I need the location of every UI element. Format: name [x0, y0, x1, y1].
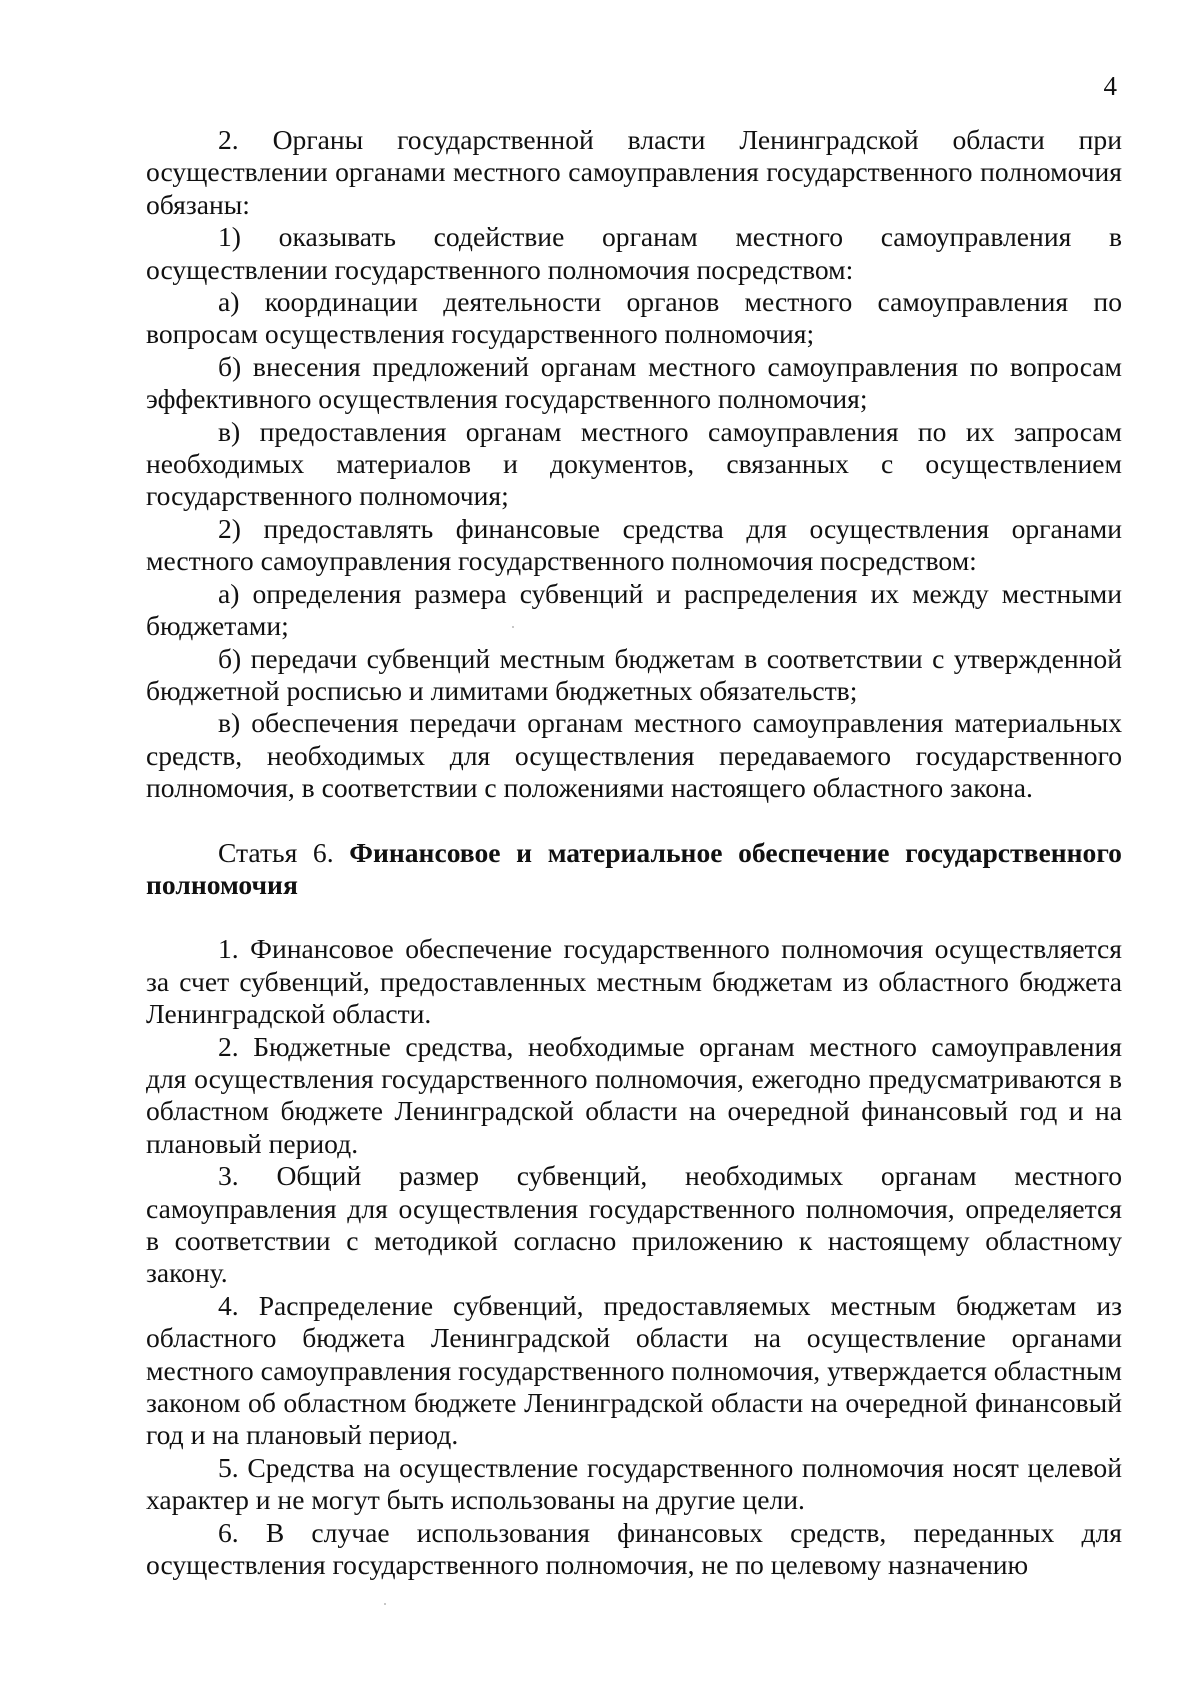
paragraph: а) определения размера субвенций и распределения их между местными бюджетами; [146, 577, 1122, 642]
scan-speck [384, 1603, 386, 1605]
article-heading [146, 837, 1122, 902]
article-prefix: Статья 6. [218, 836, 350, 868]
paragraph: 5. Средства на осуществление государственного полномочия носят целевой характер и не могут быть использованы на другие цели. [146, 1451, 1122, 1516]
paragraph: б) передачи субвенций местным бюджетам в соответствии с утвержденной бюджетной росписью и лимитами бюджетных обязательств; [146, 642, 1122, 706]
scan-speck [512, 626, 514, 628]
paragraph: 6. В случае использования финансовых средств, переданных для осуществления государственного полномочия, не по целевому назначению [146, 1516, 1122, 1581]
paragraph: 1. Финансовое обеспечение государственного полномочия осуществляется за счет субвенций, предоставленных местным бюджетам из областного бюджета Ленинградской области. [146, 933, 1122, 1030]
paragraph: 2. Органы государственной власти Ленинградской области при осуществлении органами местного самоуправления государственного полномочия обязаны: [146, 124, 1122, 220]
paragraph: 2. Бюджетные средства, необходимые органам местного самоуправления для осуществления государственного полномочия, ежегодно предусматриваются в областном бюджете Ленинградской области на очередной финансовый год и на плановый период. [146, 1030, 1122, 1159]
paragraph: 4. Распределение субвенций, предоставляемых местным бюджетам из областного бюджета Ленинградской области на осуществление органами местного самоуправления государственного полномочия, утверждается областным законом об областном бюджете Ленинградской области на очередной финансовый год и на плановый период. [146, 1289, 1122, 1451]
page-number: 4 [1103, 71, 1117, 101]
paragraph: б) внесения предложений органам местного самоуправления по вопросам эффективного осуществления государственного полномочия; [146, 350, 1122, 415]
paragraph: а) координации деятельности органов местного самоуправления по вопросам осуществления государственного полномочия; [146, 286, 1122, 350]
paragraph: в) предоставления органам местного самоуправления по их запросам необходимых материалов и документов, связанных с осуществлением государственного полномочия; [146, 415, 1122, 512]
paragraph: 3. Общий размер субвенций, необходимых органам местного самоуправления для осуществления государственного полномочия, определяется в соответствии с методикой согласно приложению к настоящему областному закону. [146, 1160, 1122, 1289]
document-body [146, 124, 1122, 1581]
paragraph: 1) оказывать содействие органам местного самоуправления в осуществлении государственного полномочия посредством: [146, 221, 1122, 285]
paragraph: 2) предоставлять финансовые средства для осуществления органами местного самоуправления государственного полномочия посредством: [146, 512, 1122, 577]
paragraph: в) обеспечения передачи органам местного самоуправления материальных средств, необходимых для осуществления передаваемого государственного полномочия, в соответствии с положениями настоящего областного закона. [146, 707, 1122, 804]
article-title: Финансовое и материальное обеспечение государственного полномочия [146, 836, 1122, 900]
